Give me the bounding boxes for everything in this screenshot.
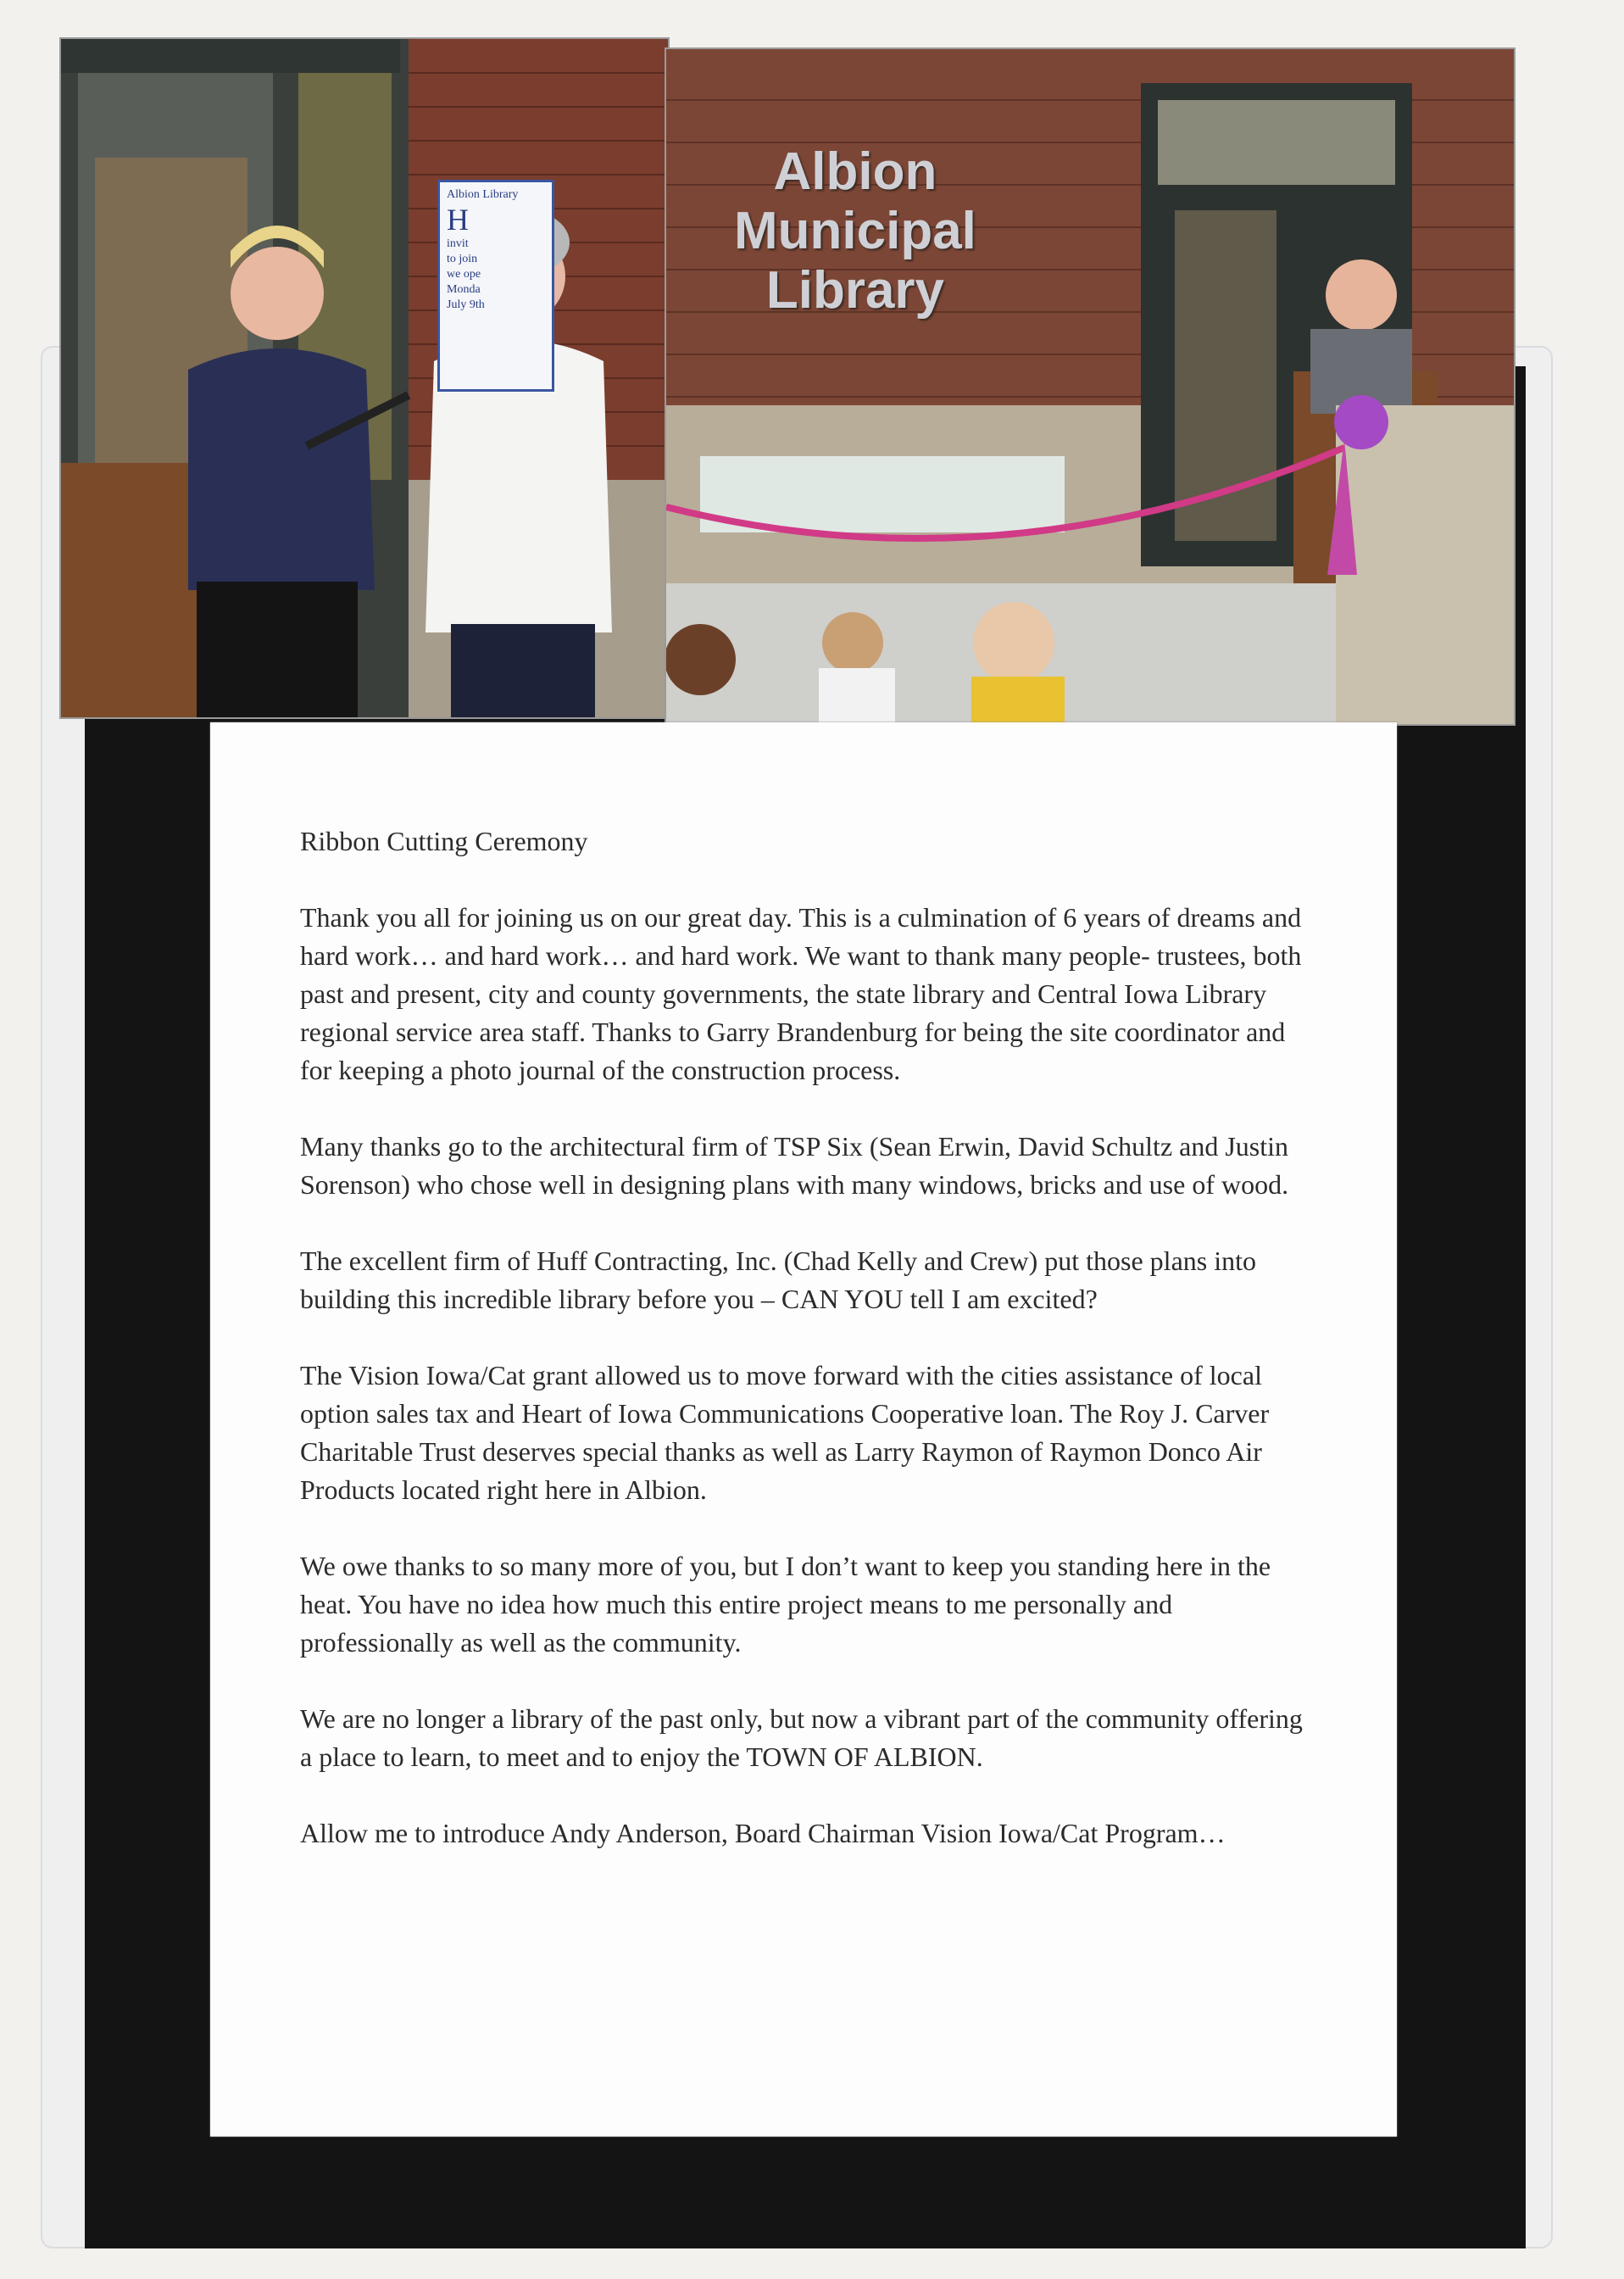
library-building-sign bbox=[734, 142, 976, 320]
speech-paragraph: The Vision Iowa/Cat grant allowed us to move forward with the cities assistance of local option sales tax and Heart of Iowa Communications Cooperative loan. The Roy J. Carver Charitable Trust deserves special thanks as well as Larry Raymon of Raymon Donco Air Products located right here in Albion. bbox=[300, 1360, 1270, 1505]
sign-line: Municipal bbox=[734, 202, 976, 260]
event-poster bbox=[437, 180, 554, 392]
speech-page bbox=[210, 722, 1397, 2137]
speech-title: Ribbon Cutting Ceremony bbox=[300, 826, 588, 856]
photo-library-entrance bbox=[665, 47, 1516, 726]
speech-paragraph: The excellent firm of Huff Contracting, Inc. (Chad Kelly and Crew) put those plans into building this incredible library before you – CAN YOU tell I am excited? bbox=[300, 1245, 1256, 1314]
poster-line: to join bbox=[447, 253, 478, 265]
poster-line: July 9th bbox=[447, 298, 485, 311]
speech-paragraph: Allow me to introduce Andy Anderson, Board Chairman Vision Iowa/Cat Program… bbox=[300, 1818, 1226, 1848]
sign-line: Albion bbox=[773, 142, 937, 201]
speech-paragraph: Many thanks go to the architectural firm of TSP Six (Sean Erwin, David Schultz and Justin Sorenson) who chose well in designing plans with many windows, bricks and use of wood. bbox=[300, 1131, 1289, 1200]
sign-line: Library bbox=[765, 261, 945, 320]
poster-line: we ope bbox=[447, 268, 481, 281]
poster-line: Monda bbox=[447, 283, 481, 296]
speech-text bbox=[300, 822, 1317, 1891]
poster-line: H bbox=[447, 203, 469, 237]
photo-scissors-handoff bbox=[59, 37, 670, 719]
scissors-handoff-image bbox=[61, 39, 668, 717]
poster-line: Albion Library bbox=[447, 188, 519, 201]
speech-paragraph: We are no longer a library of the past only, but now a vibrant part of the community offering a place to learn, to meet and to enjoy the TOWN OF ALBION. bbox=[300, 1703, 1303, 1772]
poster-line: invit bbox=[447, 237, 469, 250]
speech-paragraph: We owe thanks to so many more of you, but I don’t want to keep you standing here in the heat. You have no idea how much this entire project means to me personally and professionally as well as the community. bbox=[300, 1551, 1271, 1658]
speech-paragraph: Thank you all for joining us on our great day. This is a culmination of 6 years of dreams and hard work… and hard work… and hard work. We want to thank many people- trustees, both past and present, city and county governments, the state library and Central Iowa Library regional service area staff. Thanks to Garry Brandenburg for being the site coordinator and for keeping a photo journal of the construction process. bbox=[300, 902, 1302, 1085]
